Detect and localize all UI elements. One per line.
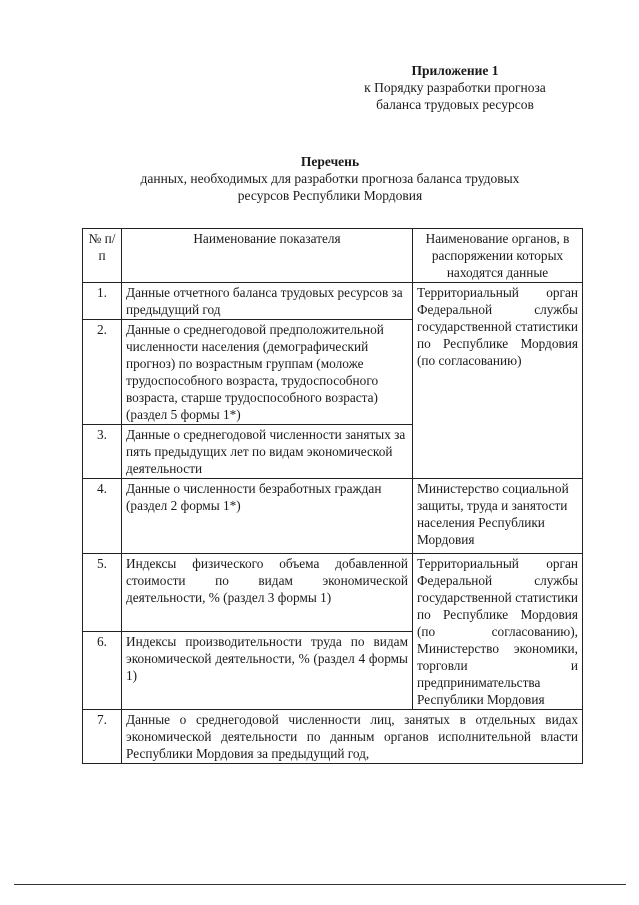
document-heading [70,153,590,204]
row-num: 4. [83,479,122,554]
row-num: 1. [83,283,122,320]
table-row [83,479,583,554]
table-header-row [83,229,583,283]
row-name: Данные о среднегодовой предположительной численности населения (демографический прогноз) по возрастным группам (моложе трудоспособного возраста, трудоспособного возраста, старше трудоспособного возраста) (раздел 5 формы 1*) [122,320,413,425]
row-org: Министерство социальной защиты, труда и занятости населения Республики Мордовия [413,479,583,554]
header-org: Наименование органов, в распоряжении которых находятся данные [413,229,583,283]
row-num: 5. [83,554,122,632]
table-row [83,283,583,320]
annex-line: баланса трудовых ресурсов [376,97,534,112]
row-org: Территориальный орган Федеральной службы государственной статистики по Республике Мордовия (по согласованию), Министерство экономики, торговли и предпринимательства Республики Мордовия [413,554,583,710]
row-org: Территориальный орган Федеральной службы государственной статистики по Республике Мордовия (по согласованию) [413,283,583,479]
annex-line: к Порядку разработки прогноза [364,80,546,95]
data-list-table [82,228,583,764]
row-name: Данные о среднегодовой численности занятых за пять предыдущих лет по видам экономической деятельности [122,425,413,479]
heading-line: ресурсов Республики Мордовия [237,188,423,203]
row-name: Данные о численности безработных граждан (раздел 2 формы 1*) [122,479,413,554]
row-name: Данные о среднегодовой численности лиц, занятых в отдельных видах экономической деятельности по данным органов исполнительной власти Республики Мордовия за предыдущий год, [122,710,583,764]
row-num: 2. [83,320,122,425]
row-num: 6. [83,632,122,710]
annex-title: Приложение 1 [411,63,499,78]
table-row [83,710,583,764]
page-bottom-line [14,884,626,885]
row-name: Индексы физического объема добавленной стоимости по видам экономической деятельности, % (раздел 3 формы 1) [122,554,413,632]
heading-title: Перечень [300,154,360,169]
heading-line: данных, необходимых для разработки прогноза баланса трудовых [140,171,520,186]
row-name: Данные отчетного баланса трудовых ресурсов за предыдущий год [122,283,413,320]
header-num: № п/п [83,229,122,283]
annex-block [330,62,580,113]
header-name: Наименование показателя [122,229,413,283]
row-name: Индексы производительности труда по видам экономической деятельности, % (раздел 4 формы 1) [122,632,413,710]
row-num: 7. [83,710,122,764]
row-num: 3. [83,425,122,479]
table-row [83,554,583,632]
